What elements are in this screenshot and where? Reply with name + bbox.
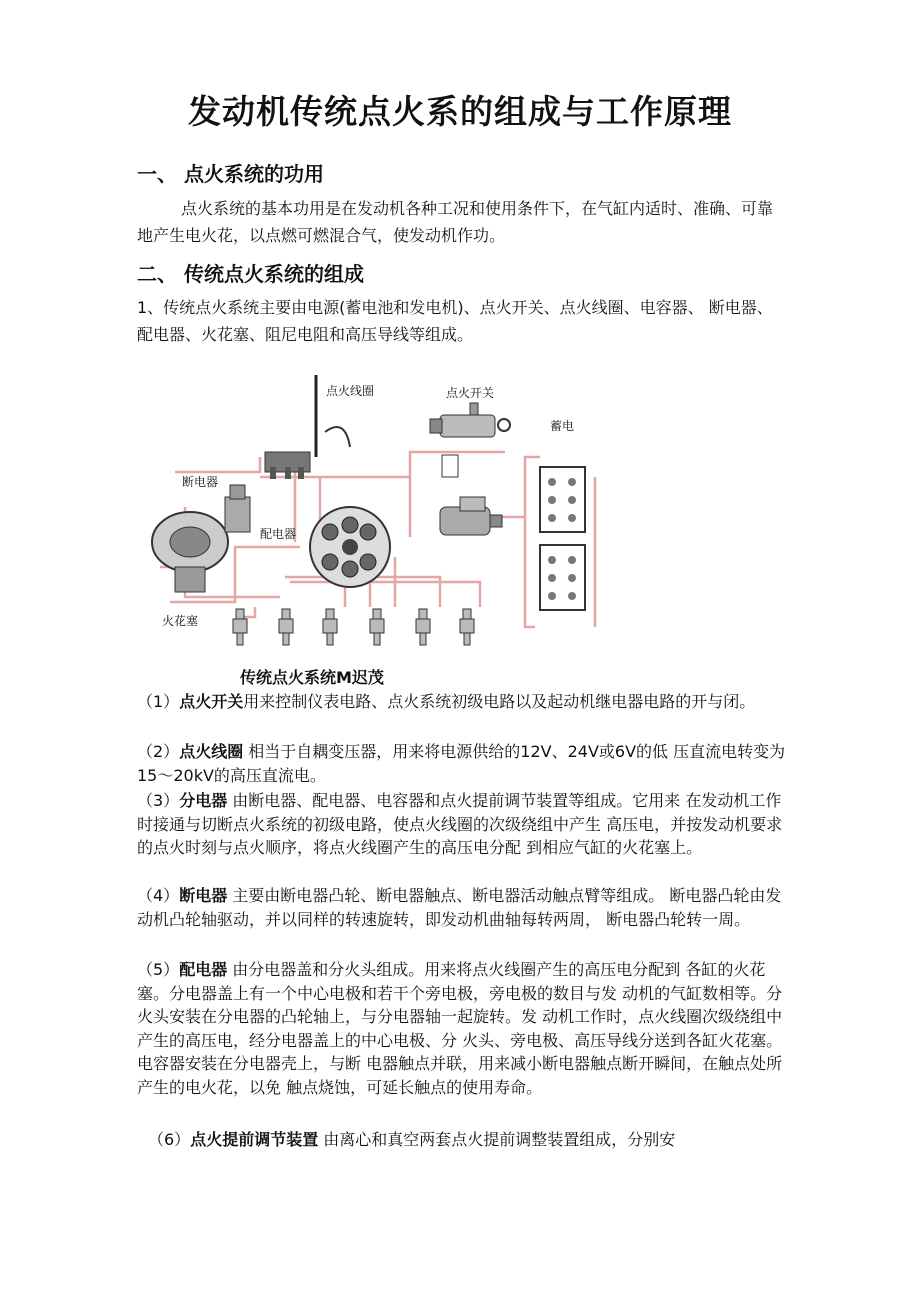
list-item-advance-device: （6）点火提前调节装置 由离心和真空两套点火提前调整装置组成，分别安 [148,1130,676,1149]
list-item-ignition-switch: （1）点火开关用来控制仪表电路、点火系统初级电路以及起动机继电器电路的开与闭。 [137,692,756,711]
label-distributor: 配电器 [260,527,297,541]
ignition-system-diagram [140,367,625,657]
section-text-function: 点火系统的基本功用是在发动机各种工况和使用条件下，在气缸内适时、准确、可靠地产生电火花，以点燃可燃混合气，使发动机作功。 [137,199,774,245]
starter-motor-icon [440,497,502,535]
figure-caption: 传统点火系统M迟茂 [240,668,384,687]
ignition-diagram-svg [140,367,625,657]
ignition-switch-icon [430,403,510,437]
section-heading-composition: 二、 传统点火系统的组成 [137,262,364,286]
spark-plug-icons [233,609,474,645]
label-ignition-switch: 点火开关 [446,386,495,400]
document-title: 发动机传统点火系的组成与工作原理 [188,92,732,131]
label-ignition-coil: 点火线圈 [326,384,375,398]
distributor-cap-icon [310,507,390,587]
list-item-distributor-rotor: （5）配电器 由分电器盖和分火头组成。用来将点火线圈产生的高压电分配到 各缸的火花塞。分电器盖上有一个中心电极和若干个旁电极，旁电极的数目与发 动机的气缸数相等。分火头安装在分电器的凸轮轴上，与分电器轴一起旋转。发 动机工作时，点火线圈次级绕组中产生的高压电，经分电器盖上的中心电极、分 火头、旁电极、高压导线分送到各缸火花塞。电容器安装在分电器壳上，与断 电器触点并联，用来减小断电器触点断开瞬间，在触点处所产生的电火花，以免 触点烧蚀，可延长触点的使用寿命。 [137,960,783,1097]
label-spark-plug: 火花塞 [162,614,199,628]
ignition-coil-icon [265,452,310,479]
label-breaker: 断电器 [182,475,219,489]
list-item-ignition-coil: （2）点火线圈 相当于自耦变压器，用来将电源供给的12V、24V或6V的低 压直流电转变为15～20kV的高压直流电。 [137,742,786,785]
section-heading-function: 一、 点火系统的功用 [137,162,324,186]
list-item-distributor: （3）分电器 由断电器、配电器、电容器和点火提前调节装置等组成。它用来 在发动机工作时接通与切断点火系统的初级电路，使点火线圈的次级绕组中产生 高压电，并按发动机要求的点火时刻与点火顺序，将点火线圈产生的高压电分配 到相应气缸的火花塞上。 [137,791,783,857]
list-item-breaker: （4）断电器 主要由断电器凸轮、断电器触点、断电器活动触点臂等组成。 断电器凸轮由发动机凸轮轴驱动，并以同样的转速旋转，即发动机曲轴每转两周， 断电器凸轮转一周。 [137,886,782,929]
label-battery: 蓄电 [550,419,575,433]
battery-icon [540,467,585,610]
section-text-composition: 1、传统点火系统主要由电源(蓄电池和发电机)、点火开关、点火线圈、电容器、 断电器、配电器、火花塞、阻尼电阻和高压导线等组成。 [137,298,773,344]
